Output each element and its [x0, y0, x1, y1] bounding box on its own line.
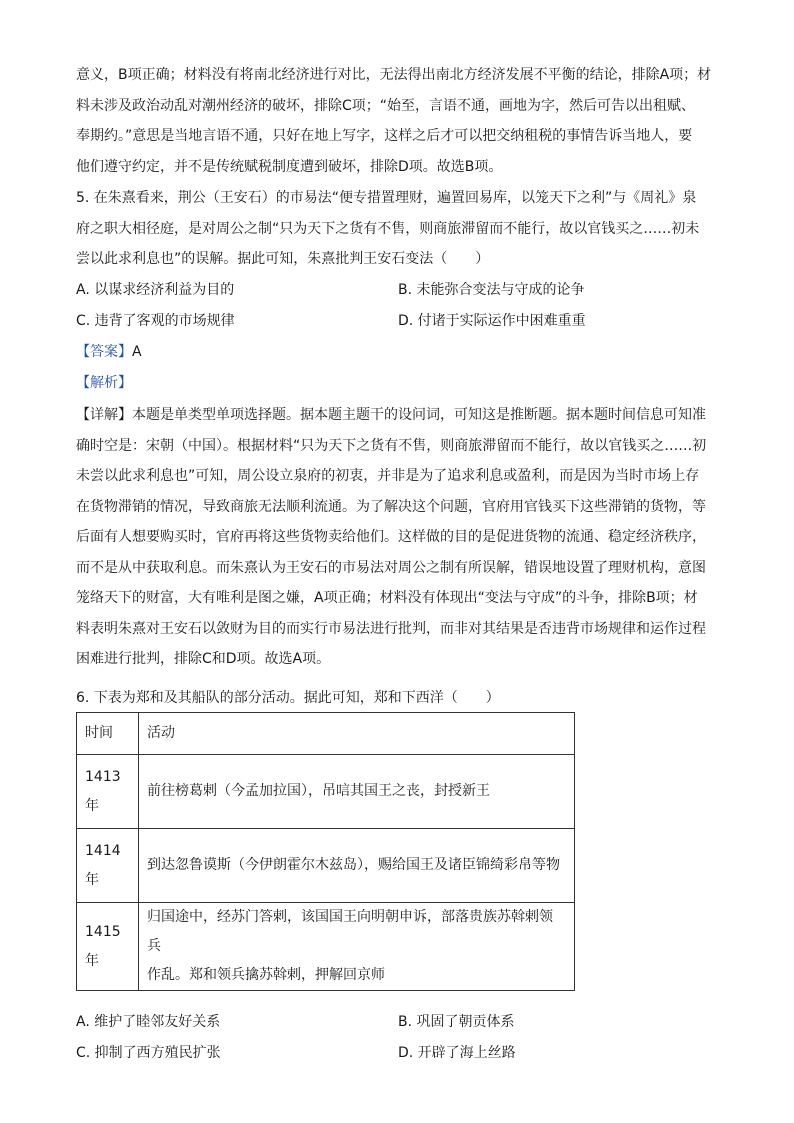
activity-text: 作乱。郑和领兵擒苏斡剌，押解回京师 [147, 967, 385, 983]
year-value: 1413 [85, 768, 121, 785]
year-value: 1415 [85, 923, 121, 940]
answer-tag: 【答案】 [76, 344, 132, 360]
zheng-he-activities-table [76, 712, 575, 991]
q6-option-c: C. 抑制了西方殖民扩张 [76, 1044, 221, 1061]
q5-analysis-heading [76, 368, 132, 398]
text-line: 确时空是：宋朝（中国）。根据材料“只为天下之货有不售，则商旅滞留而不能行，故以官钱买之……初 [76, 437, 707, 454]
q5-option-a: A. 以谋求经济利益为目的 [76, 282, 235, 298]
activity-cell [139, 755, 575, 829]
year-cell [77, 829, 139, 903]
year-unit: 年 [85, 952, 99, 969]
text-line: 笼络天下的财富，大有唯利是图之嫌，A项正确；材料没有体现出“变法与守成”的斗争，排除B项；材 [76, 590, 698, 606]
text-line: 未尝以此求利息也”可知，周公设立泉府的初衷，并非是为了追求利息或盈利，而是因为当时市场上存 [76, 468, 700, 484]
q6-option-a: A. 维护了睦邻友好关系 [76, 1014, 221, 1030]
activity-text: 前往榜葛剌（今孟加拉国），吊唁其国王之丧，封授新王 [147, 783, 490, 799]
text-line: 5. 在朱熹看来，荆公（王安石）的市易法“便专措置理财，遍置回易库，以笼天下之利”与《周礼》泉 [76, 190, 697, 206]
q5-option-b: B. 未能弥合变法与守成的论争 [398, 282, 585, 298]
text-line: 他们遵守约定，并不是传统赋税制度遭到破坏，排除D项。故选B项。 [76, 158, 503, 175]
year-unit: 年 [85, 871, 99, 888]
year-cell [77, 903, 139, 991]
q5-option-c: C. 违背了客观的市场规律 [76, 312, 235, 329]
year-value: 1414 [85, 842, 121, 859]
text-line: 而不是从中获取利息。而朱熹认为王安石的市易法对周公之制有所误解，错误地设置了理财机构，意图 [76, 559, 706, 576]
text-line: 料未涉及政治动乱对潮州经济的破坏，排除C项；“始至，言语不通，画地为字，然后可告以出租赋、 [76, 97, 696, 114]
text-line: 在货物滞销的情况，导致商旅无法顺利流通。为了解决这个问题，官府用官钱买下这些滞销的货物，等 [76, 498, 706, 515]
text-line: 府之职大相径庭，是对周公之制“只为天下之货有不售，则商旅滞留而不能行，故以官钱买之……初未 [76, 220, 700, 237]
activity-text: 到达忽鲁谟斯（今伊朗霍尔木兹岛），赐给国王及诸臣锦绮彩帛等物 [147, 857, 560, 873]
activity-text: 归国途中，经苏门答剌，该国国王向明朝申诉，部落贵族苏斡剌领兵 [147, 909, 553, 954]
q6-stem [76, 683, 716, 714]
q5-option-d: D. 付诸于实际运作中困难重重 [398, 312, 586, 329]
q5-options [76, 275, 716, 336]
table-row [77, 829, 575, 903]
q5-analysis [76, 400, 716, 675]
table-header-row [77, 713, 575, 755]
text-line: 后面有人想要购买时，官府再将这些货物卖给他们。这样做的目的是促进货物的流通、稳定经济秩序， [76, 529, 706, 545]
q5-answer [76, 337, 142, 367]
activity-cell [139, 829, 575, 903]
header-time: 时间 [77, 713, 139, 755]
q6-option-d: D. 开辟了海上丝路 [398, 1044, 516, 1061]
table-row [77, 903, 575, 991]
analysis-tag: 【解析】 [76, 375, 132, 391]
text-line: 料表明朱熹对王安石以敛财为目的而实行市易法进行批判，而非对其结果是否违背市场规律和运作过程 [76, 620, 706, 637]
text-line: 【详解】本题是单类型单项选择题。据本题主题干的设问词，可知这是推断题。据本题时间信息可知准 [76, 407, 706, 423]
header-activity: 活动 [139, 713, 575, 755]
text-line: 奉期约。”意思是当地言语不通，只好在地上写字，这样之后才可以把交纳租税的事情告诉当地人，要 [76, 128, 693, 144]
text-line: 意义，B项正确；材料没有将南北经济进行对比，无法得出南北方经济发展不平衡的结论，排除A项；材 [76, 67, 712, 83]
q4-explanation-tail [76, 60, 716, 182]
q6-option-b: B. 巩固了朝贡体系 [398, 1014, 515, 1030]
text-line: 尝以此求利息也”的误解。据此可知，朱熹批判王安石变法（ ） [76, 251, 490, 267]
text-line: 6. 下表为郑和及其船队的部分活动。据此可知，郑和下西洋（ ） [76, 690, 500, 706]
answer-value: A [132, 344, 142, 360]
activity-cell [139, 903, 575, 991]
text-line: 困难进行批判，排除C和D项。故选A项。 [76, 651, 331, 667]
year-cell [77, 755, 139, 829]
year-unit: 年 [85, 797, 99, 814]
q6-options [76, 1007, 716, 1068]
table-row [77, 755, 575, 829]
q5-stem [76, 183, 716, 275]
